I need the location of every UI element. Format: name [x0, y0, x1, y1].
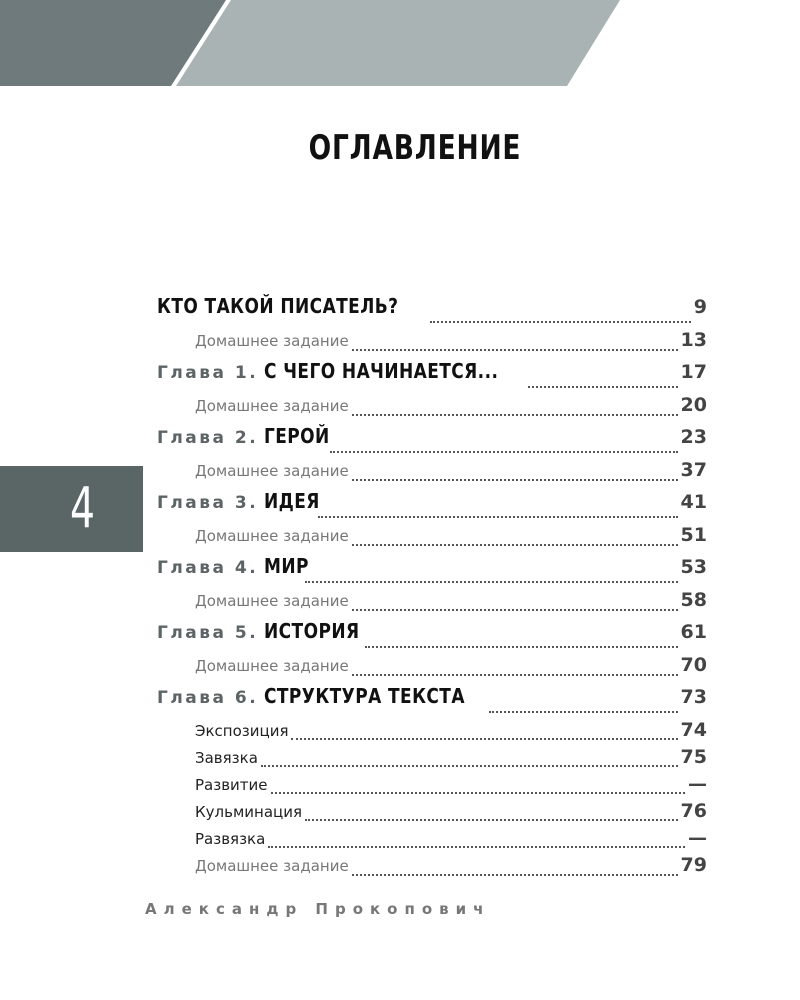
dot-leader [352, 544, 678, 546]
chapter-title: КТО ТАКОЙ ПИСАТЕЛЬ? [157, 294, 399, 318]
dot-leader [352, 414, 678, 416]
entry-title: Развязка [195, 830, 266, 848]
page-title: ОГЛАВЛЕНИЕ [308, 128, 522, 168]
toc-section-entry[interactable] [157, 773, 707, 800]
chapter-title: С ЧЕГО НАЧИНАЕТСЯ... [263, 359, 498, 383]
dot-leader [352, 609, 678, 611]
toc-section-entry[interactable] [157, 800, 707, 827]
toc-chapter-entry[interactable] [157, 552, 707, 589]
author-name: Александр Прокопович [145, 900, 491, 918]
page-reference: 76 [680, 800, 707, 822]
dot-leader [305, 581, 677, 583]
chapter-number-label: Глава 3. [157, 493, 259, 513]
dot-leader [352, 349, 678, 351]
entry-title: Домашнее задание [195, 332, 349, 350]
dot-leader [305, 819, 678, 821]
entry-title: Домашнее задание [195, 857, 349, 875]
entry-title: Домашнее задание [195, 592, 349, 610]
dot-leader [352, 874, 678, 876]
page-reference: 70 [680, 654, 707, 676]
page-reference: — [688, 827, 707, 849]
chapter-number-label: Глава 6. [157, 688, 259, 708]
page-number-tab [0, 466, 143, 552]
page-reference: 79 [680, 854, 707, 876]
page-reference: 58 [680, 589, 707, 611]
entry-title: Домашнее задание [195, 527, 349, 545]
dot-leader [365, 646, 678, 648]
dot-leader [318, 516, 677, 518]
page-reference: 51 [680, 524, 707, 546]
entry-title: Развитие [195, 776, 268, 794]
dot-leader [430, 321, 691, 323]
dot-leader [271, 792, 685, 794]
entry-title: Домашнее задание [195, 462, 349, 480]
toc-homework-entry[interactable] [157, 329, 707, 357]
toc-chapter-entry[interactable] [157, 422, 707, 459]
page-reference: 75 [680, 746, 707, 768]
chapter-title: ИСТОРИЯ [263, 619, 360, 643]
entry-title: Домашнее задание [195, 397, 349, 415]
toc-homework-entry[interactable] [157, 589, 707, 617]
toc-section-entry[interactable] [157, 746, 707, 773]
chapter-title: ИДЕЯ [263, 489, 320, 513]
toc-chapter-entry[interactable] [157, 292, 707, 329]
dot-leader [261, 765, 678, 767]
chapter-title: СТРУКТУРА ТЕКСТА [263, 684, 465, 708]
page-reference: 13 [680, 329, 707, 351]
chapter-title: МИР [263, 554, 309, 578]
toc-homework-entry[interactable] [157, 654, 707, 682]
chapter-number-label: Глава 5. [157, 623, 259, 643]
dot-leader [352, 674, 678, 676]
dot-leader [268, 846, 685, 848]
entry-title: Экспозиция [195, 722, 289, 740]
page-reference: 20 [680, 394, 707, 416]
dot-leader [291, 738, 677, 740]
dot-leader [528, 386, 677, 388]
toc-section-entry[interactable] [157, 719, 707, 746]
toc-chapter-entry[interactable] [157, 682, 707, 719]
toc-chapter-entry[interactable] [157, 617, 707, 654]
page-reference: 37 [680, 459, 707, 481]
entry-title: Завязка [195, 749, 258, 767]
page-reference: 17 [680, 361, 707, 383]
chapter-number-label: Глава 1. [157, 363, 259, 383]
chapter-number-label: Глава 2. [157, 428, 259, 448]
page-reference: 23 [680, 426, 707, 448]
toc-chapter-entry[interactable] [157, 487, 707, 524]
chapter-number-label: Глава 4. [157, 558, 259, 578]
toc-homework-entry[interactable] [157, 394, 707, 422]
toc-section-entry[interactable] [157, 827, 707, 854]
page-reference: 61 [680, 621, 707, 643]
page-reference: 41 [680, 491, 707, 513]
page-number: 4 [70, 476, 95, 541]
toc-homework-entry[interactable] [157, 524, 707, 552]
page-reference: 9 [693, 296, 707, 318]
entry-title: Домашнее задание [195, 657, 349, 675]
toc-homework-entry[interactable] [157, 854, 707, 882]
page-reference: 74 [680, 719, 707, 741]
banner-light-stripe [176, 0, 620, 86]
toc-chapter-entry[interactable] [157, 357, 707, 394]
entry-title: Кульминация [195, 803, 302, 821]
table-of-contents [157, 292, 707, 882]
header-banner [0, 0, 800, 90]
page-reference: — [688, 773, 707, 795]
dot-leader [352, 479, 678, 481]
toc-homework-entry[interactable] [157, 459, 707, 487]
page-reference: 53 [680, 556, 707, 578]
page-reference: 73 [680, 686, 707, 708]
dot-leader [330, 451, 678, 453]
dot-leader [489, 711, 678, 713]
chapter-title: ГЕРОЙ [263, 424, 330, 448]
